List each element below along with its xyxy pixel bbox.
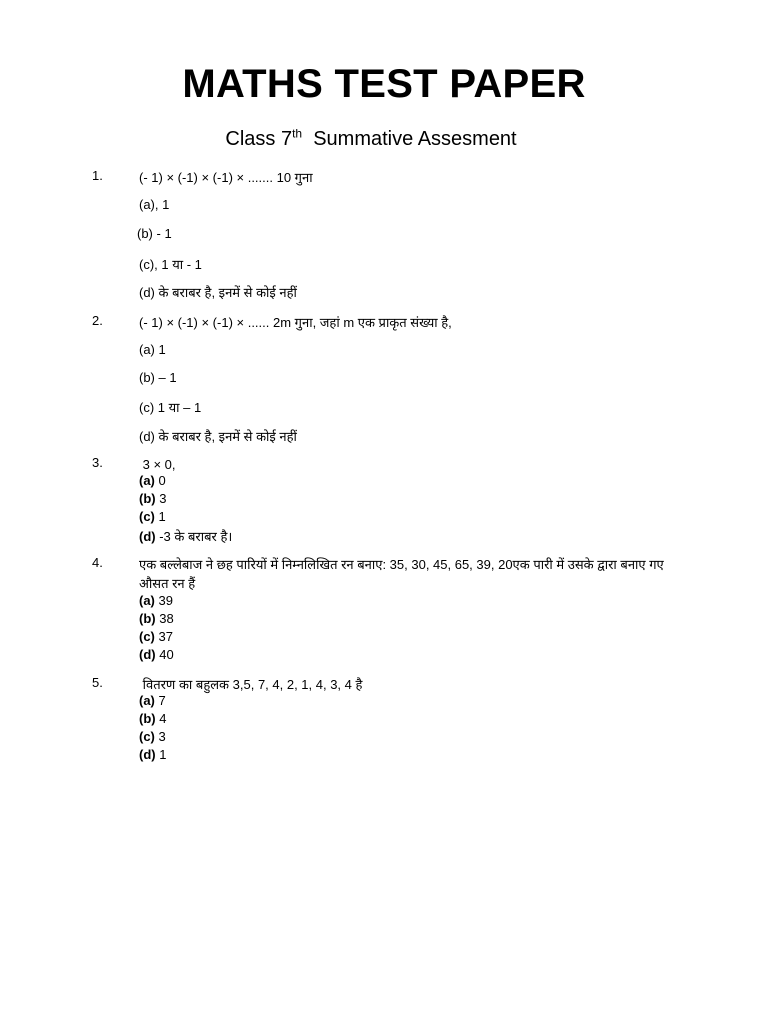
question-text: (- 1) × (-1) × (-1) × ....... 10 गुना [139, 170, 313, 185]
option-label: (a) [139, 593, 155, 608]
option-text: 39 [154, 593, 173, 608]
option-d [139, 747, 166, 762]
question-text: वितरण का बहुलक 3,5, 7, 4, 2, 1, 4, 3, 4 है [139, 677, 363, 692]
option-label: (a) [139, 693, 155, 708]
option-c [139, 729, 166, 744]
option-text: (c) 1 या – 1 [139, 400, 202, 415]
option-b [139, 611, 174, 626]
option-d [139, 427, 297, 445]
page-subtitle [0, 128, 742, 151]
option-b [139, 491, 166, 506]
subtitle-superscript: th [292, 126, 303, 141]
option-text: 0 [154, 473, 166, 488]
question-number: 4. [92, 555, 103, 570]
option-text: (d) के बराबर है, इनमें से कोई नहीं [139, 429, 297, 444]
option-d [139, 527, 232, 545]
option-a [139, 473, 166, 488]
question-text: (- 1) × (-1) × (-1) × ...... 2m गुना, जहां m एक प्राकृत संख्या है, [139, 315, 452, 330]
option-label: (d) [139, 529, 156, 544]
option-label: (d) [139, 647, 156, 662]
option-text: (c), 1 या - 1 [139, 257, 202, 272]
option-text: 3 [155, 491, 167, 506]
option-a [139, 693, 166, 708]
option-label: (a) [139, 473, 155, 488]
option-text: (b) – 1 [139, 370, 177, 385]
option-label: (b) [139, 611, 156, 626]
option-a [139, 197, 169, 212]
option-c [139, 398, 201, 416]
option-text: (a), 1 [139, 197, 170, 212]
option-text: (b) - 1 [137, 226, 172, 241]
option-text: 3 [154, 729, 166, 744]
option-b [139, 370, 177, 385]
option-label: (d) [139, 747, 156, 762]
option-text: (a) 1 [139, 342, 166, 357]
option-a [139, 342, 166, 357]
option-text: 38 [155, 611, 174, 626]
option-label: (c) [139, 509, 155, 524]
option-d [139, 283, 297, 301]
option-a [139, 593, 173, 608]
option-label: (b) [139, 491, 156, 506]
subtitle-assessment: Summative Assesment [302, 128, 517, 150]
option-c [139, 629, 173, 644]
option-text: -3 के बराबर है। [155, 529, 233, 544]
option-text: 4 [155, 711, 167, 726]
option-text: (d) के बराबर है, इनमें से कोई नहीं [139, 285, 297, 300]
question-number: 5. [92, 675, 103, 690]
question-number: 3. [92, 455, 103, 470]
option-text: 37 [154, 629, 173, 644]
option-text: 7 [154, 693, 166, 708]
page-title: MATHS TEST PAPER [182, 62, 586, 106]
option-label: (c) [139, 729, 155, 744]
option-text: 40 [155, 647, 174, 662]
question-text: 3 × 0, [139, 457, 176, 472]
option-c [139, 509, 166, 524]
subtitle-class: Class 7 [225, 128, 293, 150]
option-text: 1 [155, 747, 167, 762]
question-text: एक बल्लेबाज ने छह पारियों में निम्नलिखित रन बनाए: 35, 30, 45, 65, 39, 20एक पारी में उसके द्वारा बनाए गए औसत रन हैं [139, 557, 664, 591]
option-c [139, 255, 202, 273]
option-b [139, 711, 166, 726]
option-text: 1 [154, 509, 166, 524]
option-b [137, 226, 172, 241]
question-number: 2. [92, 313, 103, 328]
question-number: 1. [92, 168, 103, 183]
option-label: (c) [139, 629, 155, 644]
option-d [139, 647, 174, 662]
option-label: (b) [139, 711, 156, 726]
